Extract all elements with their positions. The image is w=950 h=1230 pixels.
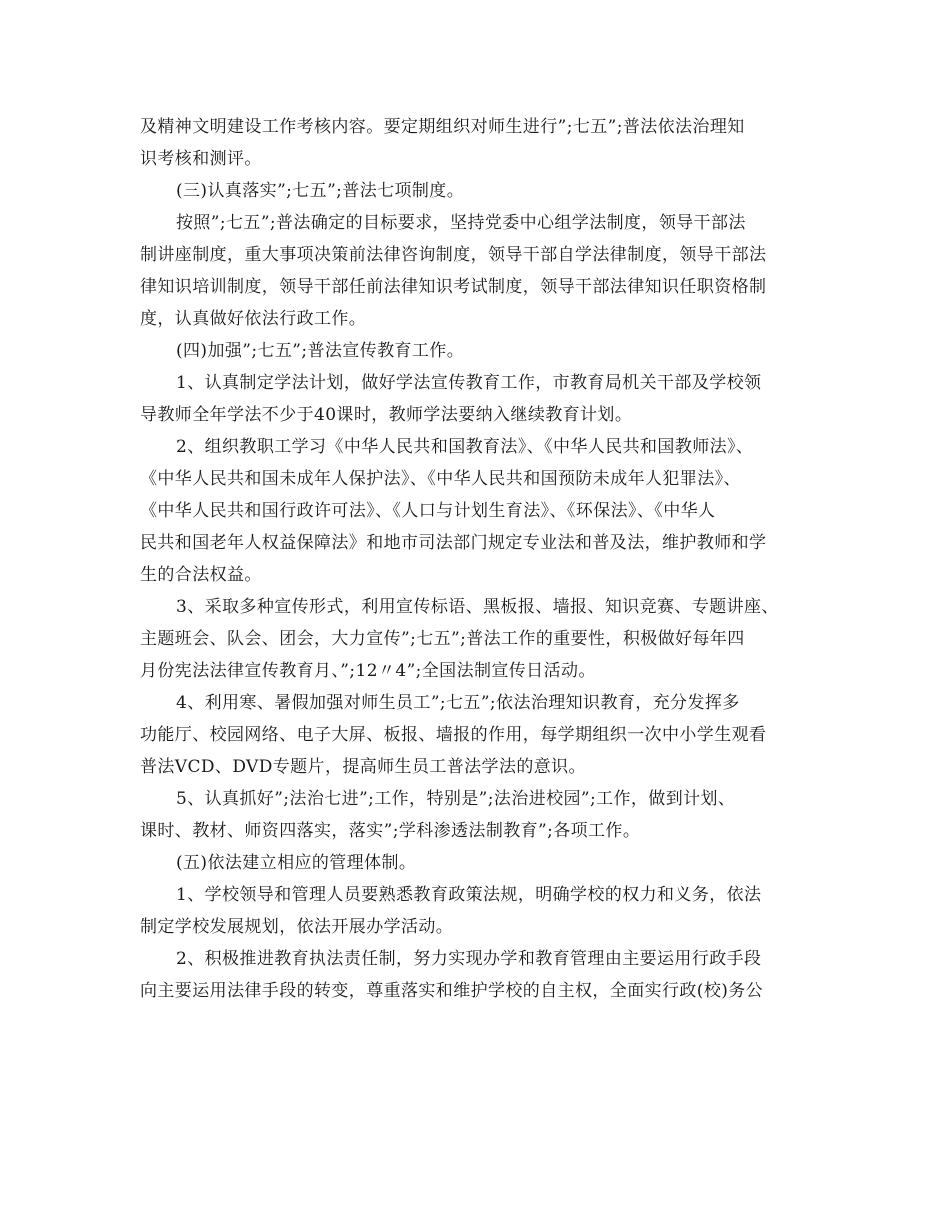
paragraph-line: 普法VCD、DVD专题片，提高师生员工普法学法的意识。 [140, 757, 586, 777]
paragraph-line: 2、组织教职工学习《中华人民共和国教育法》、《中华人民共和国教师法》、 [176, 437, 754, 457]
paragraph-line: 3、采取多种宣传形式，利用宣传标语、黑板报、墙报、知识竞赛、专题讲座、 [176, 597, 779, 617]
paragraph-line: 按照”;七五”;普法确定的目标要求，坚持党委中心组学法制度，领导干部法 [176, 213, 746, 233]
paragraph-line: 功能厅、校园网络、电子大屏、板报、墙报的作用，每学期组织一次中小学生观看 [140, 725, 767, 745]
paragraph-line: 制定学校发展规划，依法开展办学活动。 [140, 917, 454, 937]
section-heading: (四)加强”;七五”;普法宣传教育工作。 [176, 341, 465, 361]
paragraph-line: 5、认真抓好”;法治七进”;工作，特别是”;法治进校园”;工作，做到计划、 [176, 789, 736, 809]
paragraph-line: 及精神文明建设工作考核内容。要定期组织对师生进行”;七五”;普法依法治理知 [140, 117, 745, 137]
paragraph-line: 制讲座制度，重大事项决策前法律咨询制度，领导干部自学法律制度，领导干部法 [140, 245, 767, 265]
paragraph-line: 生的合法权益。 [140, 565, 262, 585]
paragraph-line: 识考核和测评。 [140, 149, 262, 169]
paragraph-line: 月份宪法法律宣传教育月、”;12〃4”;全国法制宣传日活动。 [140, 661, 596, 681]
paragraph-line: 主题班会、队会、团会，大力宣传”;七五”;普法工作的重要性，积极做好每年四 [140, 629, 745, 649]
paragraph-line: 1、认真制定学法计划，做好学法宣传教育工作，市教育局机关干部及学校领 [176, 373, 762, 393]
paragraph-line: 2、积极推进教育执法责任制，努力实现办学和教育管理由主要运用行政手段 [176, 949, 762, 969]
section-heading: (三)认真落实”;七五”;普法七项制度。 [176, 181, 465, 201]
paragraph-line: 《中华人民共和国未成年人保护法》、《中华人民共和国预防未成年人犯罪法》、 [140, 469, 741, 489]
paragraph-line: 向主要运用法律手段的转变，尊重落实和维护学校的自主权，全面实行政(校)务公 [140, 981, 764, 1001]
paragraph-line: 律知识培训制度，领导干部任前法律知识考试制度，领导干部法律知识任职资格制 [140, 277, 767, 297]
paragraph-line: 4、利用寒、暑假加强对师生员工”;七五”;依法治理知识教育，充分发挥多 [176, 693, 740, 713]
paragraph-line: 《中华人民共和国行政许可法》、《人口与计划生育法》、《环保法》、《中华人 [140, 501, 716, 521]
paragraph-line: 度，认真做好依法行政工作。 [140, 309, 367, 329]
paragraph-line: 民共和国老年人权益保障法》和地市司法部门规定专业法和普及法，维护教师和学 [140, 533, 767, 553]
paragraph-line: 课时、教材、师资四落实，落实”;学科渗透法制教育”;各项工作。 [140, 821, 641, 841]
section-heading: (五)依法建立相应的管理体制。 [176, 853, 417, 873]
paragraph-line: 导教师全年学法不少于40课时，教师学法要纳入继续教育计划。 [140, 405, 633, 425]
document-body [140, 111, 820, 1007]
paragraph-line: 1、学校领导和管理人员要熟悉教育政策法规，明确学校的权力和义务，依法 [176, 885, 762, 905]
